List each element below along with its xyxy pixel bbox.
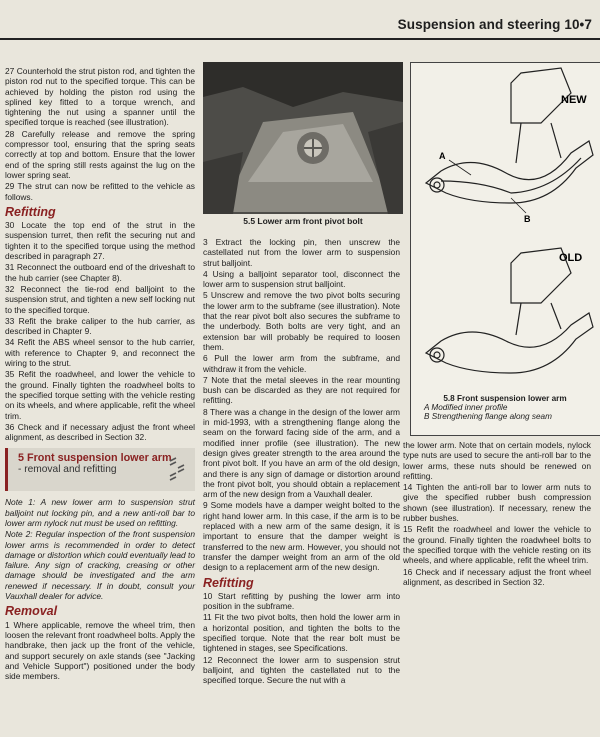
column-2 — [203, 237, 400, 686]
paragraph-12: 12 Reconnect the lower arm to suspension strut balljoint, and tighten the castellated nut to the specified torque. Secure the nut with a — [203, 654, 400, 686]
paragraph-33: 33 Refit the brake caliper to the hub carrier, as described in Chapter 9. — [5, 315, 195, 337]
paragraph-10: 10 Start refitting by pushing the lower arm into position in the subframe. — [203, 590, 400, 612]
label-old: OLD — [559, 252, 583, 264]
tools-rating-icon — [167, 456, 189, 482]
paragraph-7: 7 Note that the metal sleeves in the rear mounting bush can be discarded as they are not required for refitting. — [203, 374, 400, 406]
page-header — [0, 0, 600, 40]
paragraph-14: 14 Tighten the anti-roll bar to lower arm nuts to give the specified rubber bush compression shown (see illustration). If necessary, renew the rubber bushes. — [403, 482, 591, 524]
section-5-heading-box — [5, 448, 195, 491]
paragraph-30: 30 Locate the top end of the strut in the suspension turret, then refit the securing nut and tighten it to the specified torque using the method described in paragraph 27. — [5, 220, 195, 262]
section-5-subtitle: - removal and refitting — [18, 463, 117, 475]
paragraph-32: 32 Reconnect the tie-rod end balljoint to the suspension strut, and tighten a new self locking nut to the specified torque. — [5, 283, 195, 315]
paragraph-36: 36 Check and if necessary adjust the front wheel alignment, as described in Section 32. — [5, 421, 195, 443]
paragraph-6: 6 Pull the lower arm from the subframe, and withdraw it from the vehicle. — [203, 353, 400, 374]
lower-arm-line-drawing — [411, 63, 600, 393]
paragraph-11: 11 Fit the two pivot bolts, then hold the lower arm in a horizontal position, and tighten the bolts to the specified torque. Note that the rear bolt must be tightened in stages, see Specifications. — [203, 612, 400, 654]
section-5-title: 5 Front suspension lower arm — [18, 452, 172, 465]
paragraph-9: 9 Some models have a damper weight bolted to the right hand lower arm. In this case, if the arm is to be replaced with a new arm of the same design, it is important to ensure that the damper weight is transferred to the new arm. However, you should not transfer the damper weight from an arm of the old design to a replacement arm of the new design. — [203, 500, 400, 573]
paragraph-8: 8 There was a change in the design of the lower arm in mid-1993, with a strengthening flange along the seam on the forward facing side of the arm, and a modified inner profile (see illustration). The new design gives greater strength to the area around the front pivot bolt. If you have an arm of the old design, and there is any sign of damage or distortion around the front pivot bolt, you should obtain a replacement arm of the new design from a Vauxhall dealer. — [203, 406, 400, 500]
paragraph-12-continued: the lower arm. Note that on certain models, nylock type nuts are used to secure the anti-roll bar to the lower arms, these nuts should be renewed on refitting. — [403, 440, 591, 481]
figure-caption-a: A Modified inner profile — [424, 403, 508, 412]
column-1 — [5, 66, 195, 682]
note-2: Note 2: Regular inspection of the front suspension lower arms is recommended in order to detect damage or distortion which could eventually lead to failure. Any sign of cracking, creasing or other damage should be investigated and the arm renewed if necessary. If in doubt, consult your Vauxhall dealer for advice. — [5, 529, 195, 602]
paragraph-35: 35 Refit the roadwheel, and lower the vehicle to the ground. Finally tighten the roadwheel bolts to the specified torque setting with the vehicle resting on its wheels, and where applicable, refit the wheel trim. — [5, 369, 195, 421]
paragraph-4: 4 Using a balljoint separator tool, disconnect the lower arm to suspension strut balljoint. — [203, 268, 400, 290]
note-1: Note 1: A new lower arm to suspension strut balljoint nut locking pin, and a new anti-roll bar to lower arm nylock nut must be used on refitting. — [5, 497, 195, 528]
page-header-title: Suspension and steering 10•7 — [397, 17, 592, 32]
label-b: B — [524, 214, 531, 224]
photo-caption: 5.5 Lower arm front pivot bolt — [243, 216, 363, 226]
heading-removal: Removal — [5, 604, 58, 619]
paragraph-3: 3 Extract the locking pin, then unscrew the castellated nut from the lower arm to suspension strut balljoint. — [203, 237, 400, 268]
paragraph-1: 1 Where applicable, remove the wheel trim, then loosen the relevant front roadwheel bolts. Apply the handbrake, then jack up the front of the vehicle, and support securely on axle stands (see "Jacking and Vehicle Support") positioned under the body side members. — [5, 619, 195, 682]
column-3 — [403, 440, 591, 588]
paragraph-5: 5 Unscrew and remove the two pivot bolts securing the lower arm to the subframe (see illustration). Note that the rear pivot bolt also secures the subframe to the underbody. Both bolts are very tight, and an extension bar will probably be required to loosen them. — [203, 290, 400, 352]
figure-caption-title: 5.8 Front suspension lower arm — [443, 394, 567, 403]
label-a: A — [439, 151, 446, 161]
paragraph-29: 29 The strut can now be refitted to the vehicle as follows. — [5, 181, 195, 202]
heading-refitting-2: Refitting — [203, 575, 254, 590]
paragraph-15: 15 Refit the roadwheel and lower the vehicle to the ground. Finally tighten the roadwheel bolts to the specified torque with the vehicle resting on its wheels, and where applicable, refit the wheel trim. — [403, 524, 591, 566]
figure-caption — [410, 394, 600, 421]
photo-illustration — [203, 62, 403, 214]
heading-refitting: Refitting — [5, 204, 56, 219]
paragraph-27: 27 Counterhold the strut piston rod, and tighten the piston rod nut to the specified torque. This can be achieved by holding the piston rod using the splined key fitted to a torque wrench, and tightening the nut using a spanner until the specified torque is reached (see illustration). — [5, 66, 195, 128]
paragraph-28: 28 Carefully release and remove the spring compressor tool, ensuring that the spring seats correctly at top and bottom. Ensure that the lower end of the spring still rests against the lug on the lower spring seat. — [5, 128, 195, 180]
figure-caption-b: B Strengthening flange along seam — [424, 412, 552, 421]
paragraph-34: 34 Refit the ABS wheel sensor to the hub carrier, with reference to Chapter 9, and reconnect the wiring to the strut. — [5, 337, 195, 369]
paragraph-31: 31 Reconnect the outboard end of the driveshaft to the hub carrier (see Chapter 8). — [5, 262, 195, 283]
photo-lower-arm-pivot-bolt — [203, 62, 403, 214]
paragraph-16: 16 Check and if necessary adjust the front wheel alignment, as described in Section 32. — [403, 566, 591, 587]
label-new: NEW — [561, 94, 587, 106]
figure-lower-arm-diagram — [410, 62, 600, 436]
